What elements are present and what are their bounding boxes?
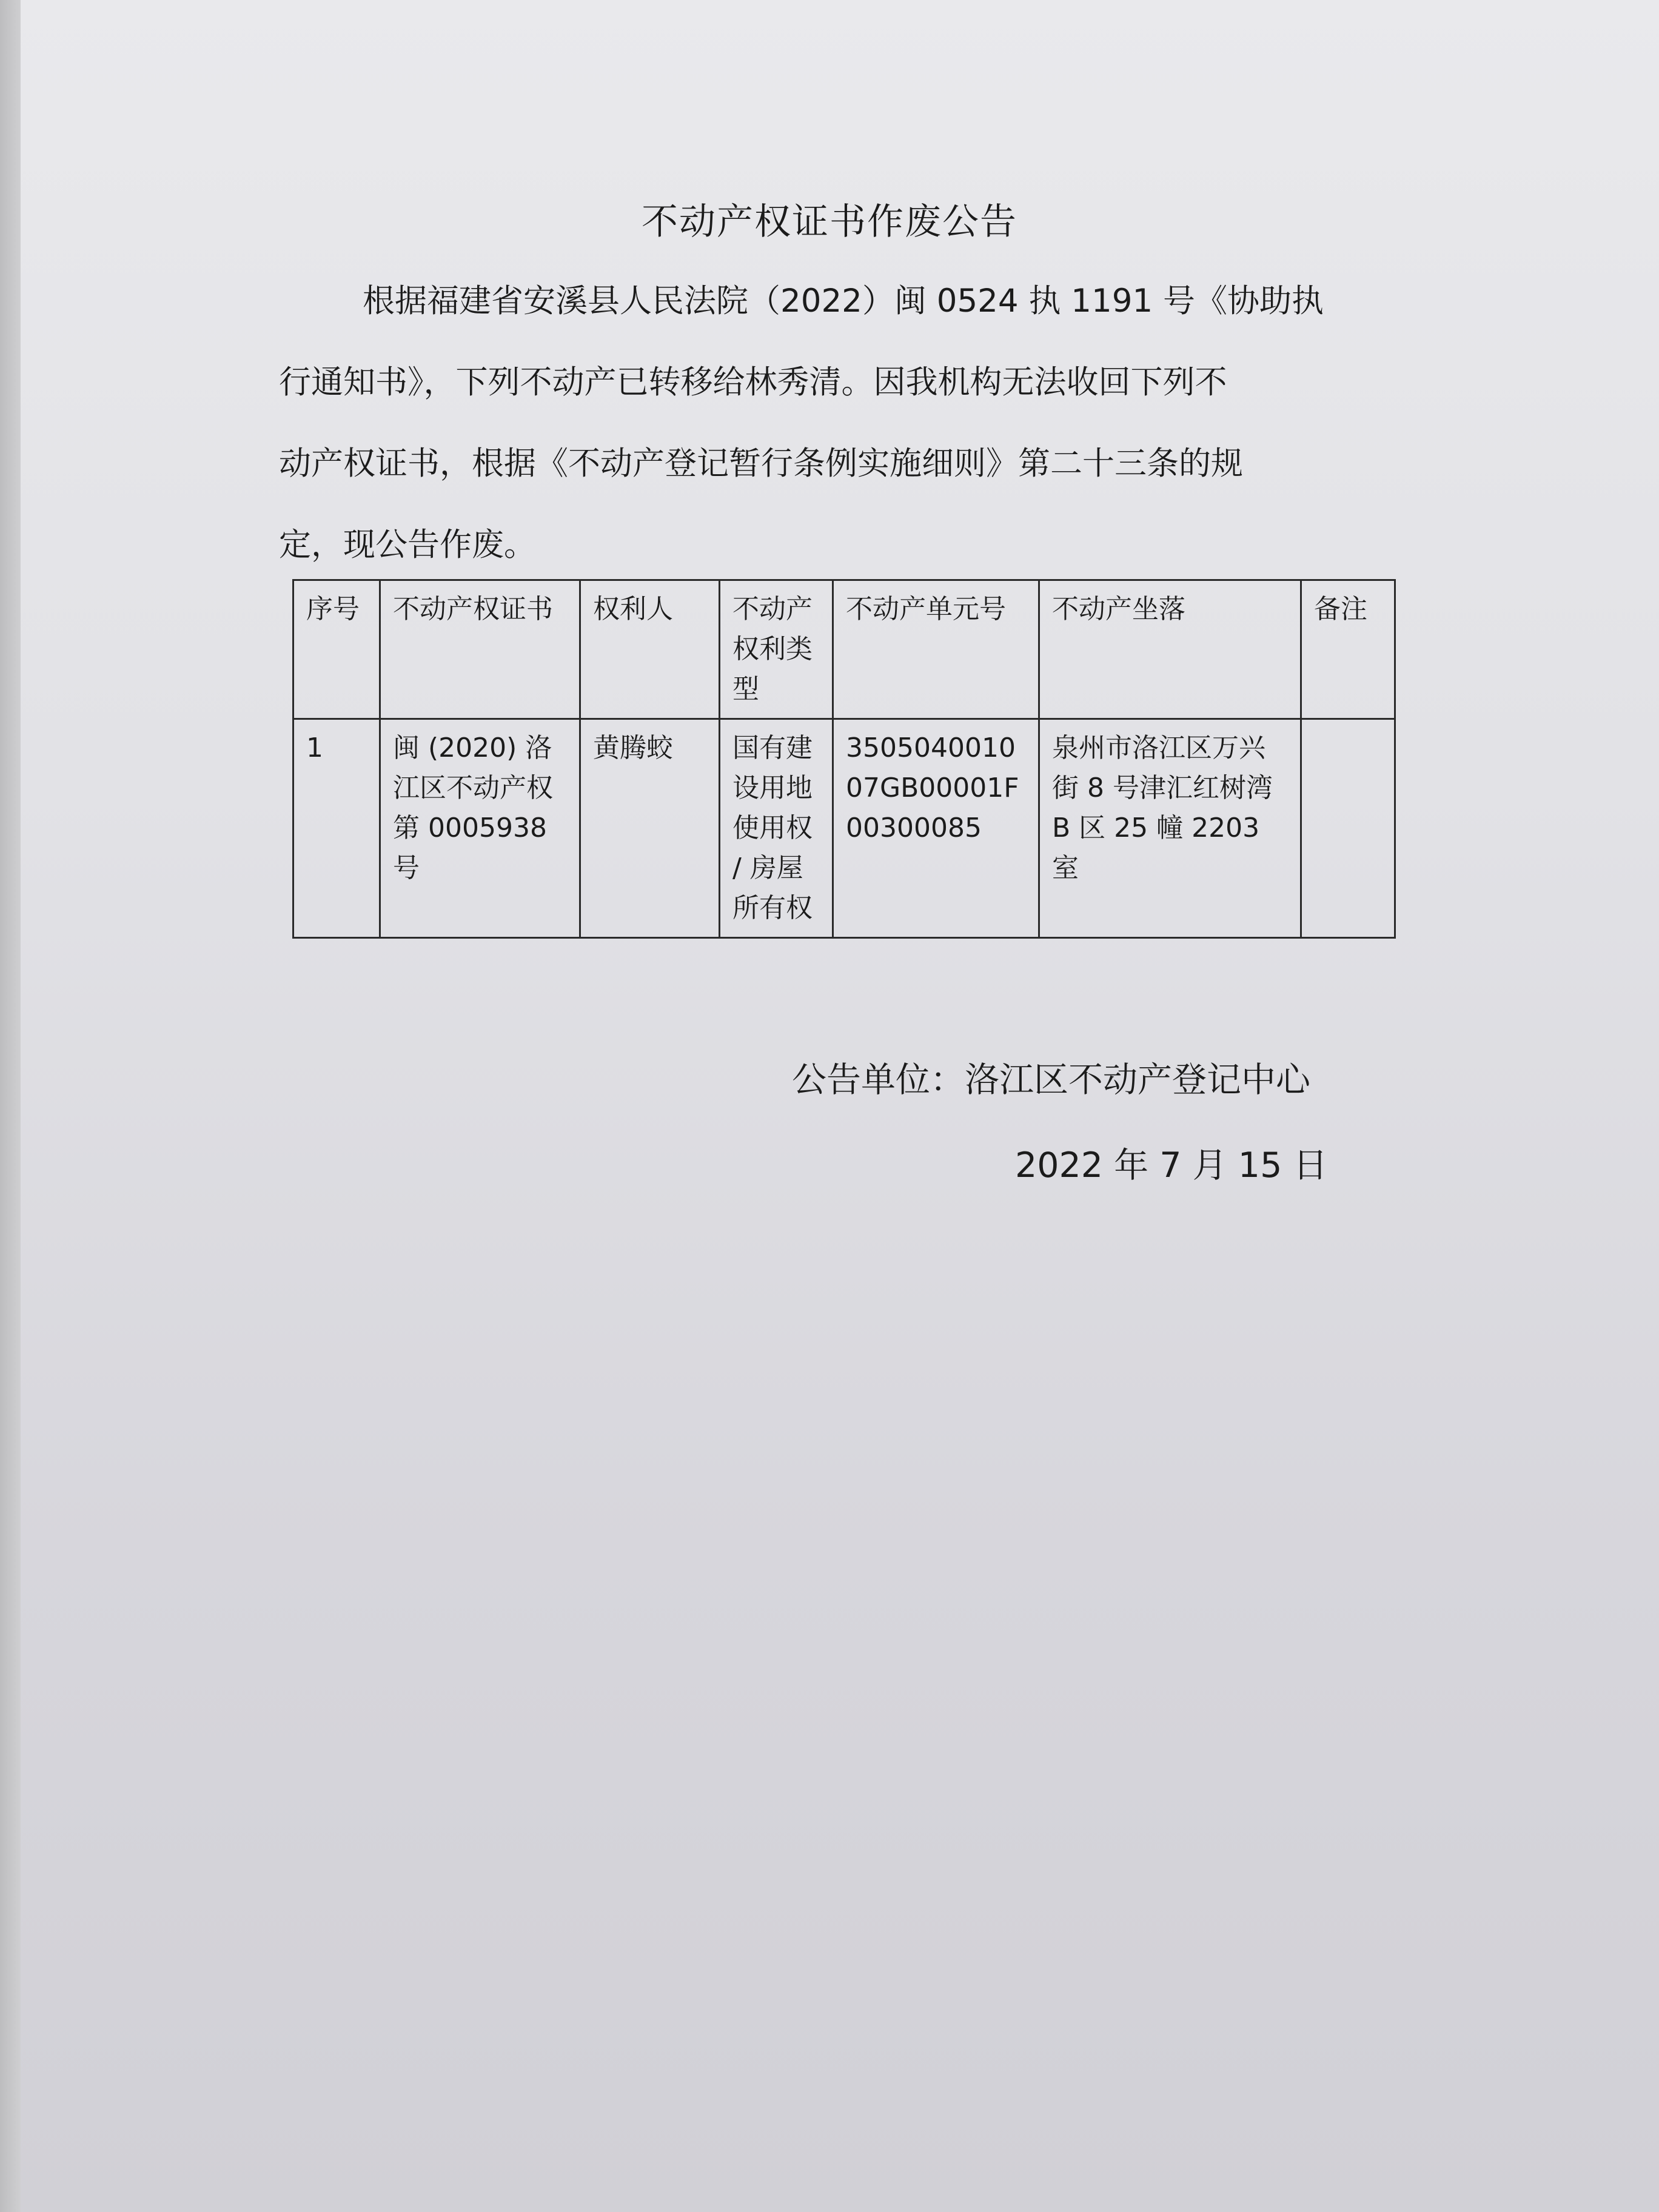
header-cell-holder: 权利人 <box>580 580 720 719</box>
cell-serial: 1 <box>293 719 380 938</box>
cell-certificate: 闽 (2020) 洛江区不动产权第 0005938 号 <box>380 719 580 938</box>
cell-remarks <box>1301 719 1395 938</box>
cell-holder: 黄腾蛟 <box>580 719 720 938</box>
notice-paragraph-line-4: 定，现公告作废。 <box>279 526 536 563</box>
cell-right-type: 国有建设用地使用权 / 房屋所有权 <box>720 719 833 938</box>
header-cell-certificate: 不动产权证书 <box>380 580 580 719</box>
notice-paragraph-line-1: 根据福建省安溪县人民法院（2022）闽 0524 执 1191 号《协助执 <box>363 283 1324 320</box>
table-row <box>293 719 1395 938</box>
notice-date: 2022 年 7 月 15 日 <box>1015 1145 1328 1185</box>
header-cell-remarks: 备注 <box>1301 580 1395 719</box>
issuing-unit: 公告单位：洛江区不动产登记中心 <box>792 1060 1310 1100</box>
background-strip <box>0 0 21 2212</box>
notice-paragraph-line-2: 行通知书》，下列不动产已转移给林秀清。因我机构无法收回下列不 <box>279 364 1227 401</box>
notice-paragraph-line-3: 动产权证书，根据《不动产登记暂行条例实施细则》第二十三条的规 <box>279 445 1243 482</box>
table-header-row <box>293 580 1395 719</box>
cell-location: 泉州市洛江区万兴街 8 号津汇红树湾 B 区 25 幢 2203 室 <box>1039 719 1301 938</box>
certificate-table <box>292 579 1396 939</box>
header-cell-unit-number: 不动产单元号 <box>833 580 1039 719</box>
header-cell-right-type: 不动产权利类型 <box>720 580 833 719</box>
cell-unit-number: 350504001007GB00001F00300085 <box>833 719 1039 938</box>
notice-title: 不动产权证书作废公告 <box>642 201 1017 243</box>
header-cell-serial: 序号 <box>293 580 380 719</box>
header-cell-location: 不动产坐落 <box>1039 580 1301 719</box>
